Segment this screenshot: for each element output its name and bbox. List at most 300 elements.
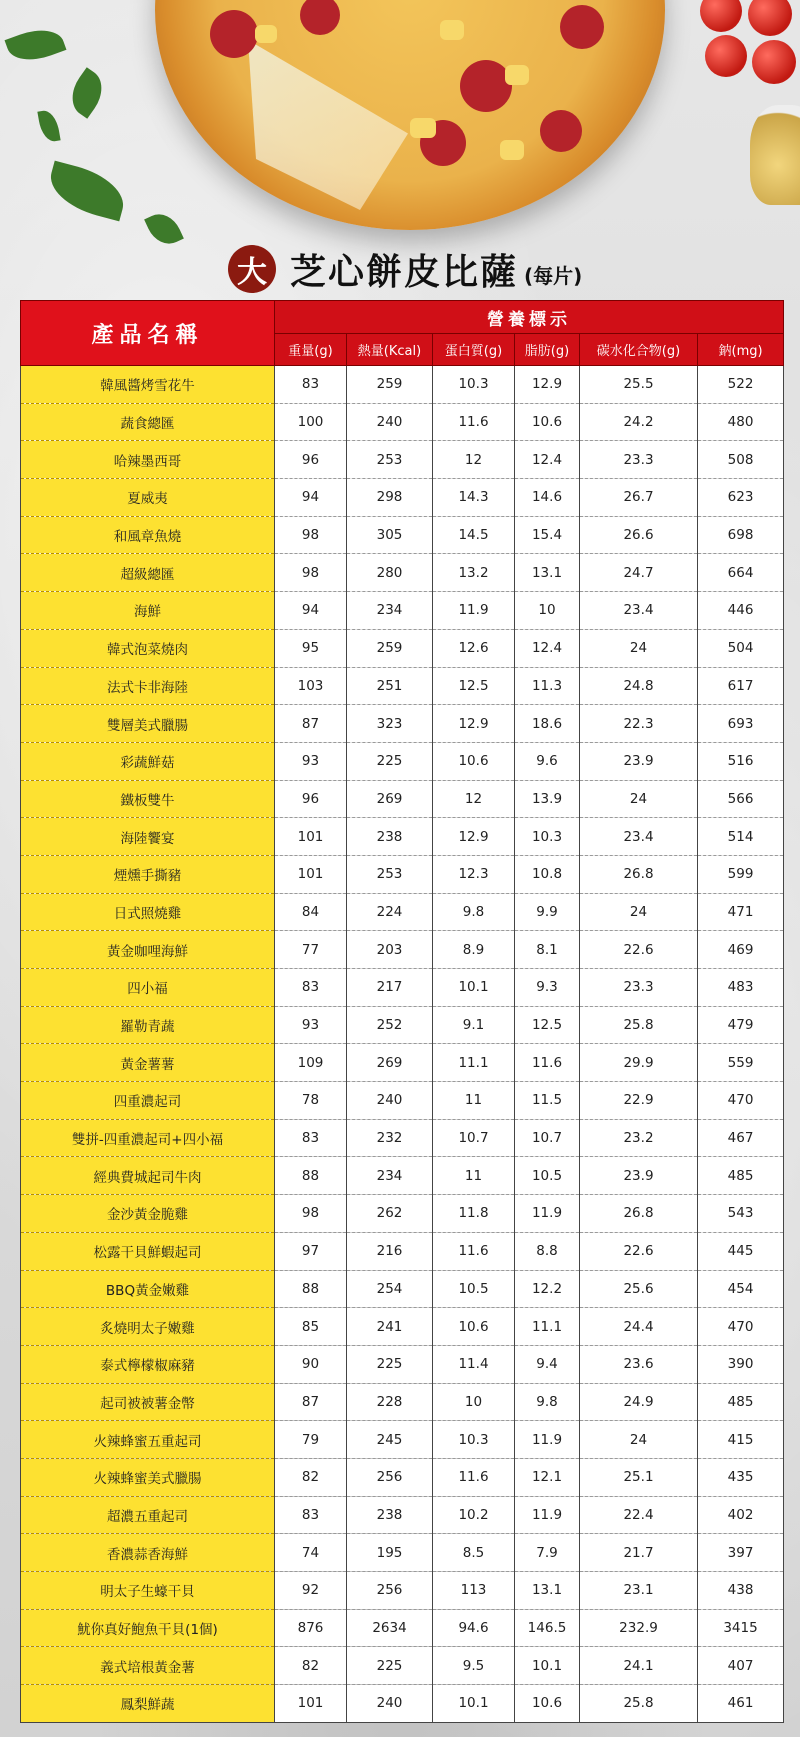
weight-cell: 98 — [275, 1195, 347, 1233]
product-name-cell: 黃金薯薯 — [21, 1044, 275, 1082]
table-row — [21, 403, 784, 441]
carbs-cell: 24.4 — [580, 1308, 698, 1346]
calories-cell: 254 — [347, 1270, 433, 1308]
weight-cell: 83 — [275, 1496, 347, 1534]
table-row — [21, 592, 784, 630]
protein-cell: 10.5 — [433, 1270, 515, 1308]
table-row — [21, 1609, 784, 1647]
carbs-cell: 24.2 — [580, 403, 698, 441]
weight-cell: 84 — [275, 893, 347, 931]
table-row — [21, 366, 784, 404]
table-row — [21, 1421, 784, 1459]
nutrition-table — [20, 300, 784, 1723]
sodium-cell: 470 — [698, 1082, 784, 1120]
basil-leaf-icon — [5, 21, 67, 68]
carbs-cell: 23.4 — [580, 818, 698, 856]
sodium-cell: 483 — [698, 969, 784, 1007]
calories-cell: 305 — [347, 516, 433, 554]
pepperoni-topping — [560, 5, 604, 49]
product-name-cell: 炙燒明太子嫩雞 — [21, 1308, 275, 1346]
table-row — [21, 1458, 784, 1496]
weight-cell: 103 — [275, 667, 347, 705]
weight-cell: 87 — [275, 705, 347, 743]
protein-cell: 113 — [433, 1572, 515, 1610]
fat-cell: 18.6 — [515, 705, 580, 743]
table-row — [21, 1308, 784, 1346]
calories-cell: 217 — [347, 969, 433, 1007]
weight-cell: 93 — [275, 742, 347, 780]
table-row — [21, 1647, 784, 1685]
column-header-sodium: 鈉(mg) — [698, 334, 784, 366]
table-row — [21, 1232, 784, 1270]
column-header-calories: 熱量(Kcal) — [347, 334, 433, 366]
product-name-cell: 煙燻手撕豬 — [21, 855, 275, 893]
product-name-cell: 明太子生蠔干貝 — [21, 1572, 275, 1610]
table-row — [21, 1119, 784, 1157]
fat-cell: 10.3 — [515, 818, 580, 856]
fat-cell: 10 — [515, 592, 580, 630]
weight-cell: 85 — [275, 1308, 347, 1346]
fat-cell: 10.7 — [515, 1119, 580, 1157]
fat-cell: 14.6 — [515, 479, 580, 517]
fat-cell: 13.9 — [515, 780, 580, 818]
weight-cell: 101 — [275, 818, 347, 856]
table-row — [21, 855, 784, 893]
protein-cell: 11.1 — [433, 1044, 515, 1082]
fat-cell: 11.6 — [515, 1044, 580, 1082]
protein-cell: 12.9 — [433, 818, 515, 856]
protein-cell: 10.2 — [433, 1496, 515, 1534]
fat-cell: 10.8 — [515, 855, 580, 893]
fat-cell: 13.1 — [515, 1572, 580, 1610]
fat-cell: 9.9 — [515, 893, 580, 931]
weight-cell: 95 — [275, 629, 347, 667]
product-name-cell: 日式照燒雞 — [21, 893, 275, 931]
product-name-cell: 羅勒青蔬 — [21, 1006, 275, 1044]
carbs-cell: 22.3 — [580, 705, 698, 743]
protein-cell: 11.9 — [433, 592, 515, 630]
product-name-cell: 魷你真好鮑魚干貝(1個) — [21, 1609, 275, 1647]
weight-cell: 77 — [275, 931, 347, 969]
fat-cell: 8.1 — [515, 931, 580, 969]
carbs-cell: 23.4 — [580, 592, 698, 630]
weight-cell: 101 — [275, 1685, 347, 1723]
product-name-cell: 鐵板雙牛 — [21, 780, 275, 818]
carbs-cell: 26.7 — [580, 479, 698, 517]
table-row — [21, 516, 784, 554]
fat-cell: 15.4 — [515, 516, 580, 554]
product-name-cell: 超級總匯 — [21, 554, 275, 592]
carbs-cell: 24 — [580, 893, 698, 931]
table-row — [21, 1044, 784, 1082]
sodium-cell: 698 — [698, 516, 784, 554]
product-name-header: 產品名稱 — [21, 301, 275, 366]
table-row — [21, 1496, 784, 1534]
carbs-cell: 25.8 — [580, 1006, 698, 1044]
calories-cell: 298 — [347, 479, 433, 517]
fat-cell: 13.1 — [515, 554, 580, 592]
sodium-cell: 470 — [698, 1308, 784, 1346]
product-name-cell: 松露干貝鮮蝦起司 — [21, 1232, 275, 1270]
weight-cell: 88 — [275, 1157, 347, 1195]
weight-cell: 83 — [275, 1119, 347, 1157]
pineapple-topping — [255, 25, 277, 43]
sodium-cell: 559 — [698, 1044, 784, 1082]
carbs-cell: 22.6 — [580, 1232, 698, 1270]
weight-cell: 88 — [275, 1270, 347, 1308]
protein-cell: 10 — [433, 1383, 515, 1421]
weight-cell: 876 — [275, 1609, 347, 1647]
protein-cell: 13.2 — [433, 554, 515, 592]
carbs-cell: 22.4 — [580, 1496, 698, 1534]
calories-cell: 259 — [347, 366, 433, 404]
carbs-cell: 24.9 — [580, 1383, 698, 1421]
carbs-cell: 25.8 — [580, 1685, 698, 1723]
product-name-cell: 火辣蜂蜜美式臘腸 — [21, 1458, 275, 1496]
fat-cell: 10.1 — [515, 1647, 580, 1685]
product-name-cell: 香濃蒜香海鮮 — [21, 1534, 275, 1572]
calories-cell: 225 — [347, 742, 433, 780]
sodium-cell: 617 — [698, 667, 784, 705]
product-name-cell: 金沙黃金脆雞 — [21, 1195, 275, 1233]
protein-cell: 10.1 — [433, 969, 515, 1007]
sodium-cell: 516 — [698, 742, 784, 780]
sodium-cell: 480 — [698, 403, 784, 441]
sodium-cell: 471 — [698, 893, 784, 931]
weight-cell: 93 — [275, 1006, 347, 1044]
sodium-cell: 623 — [698, 479, 784, 517]
table-row — [21, 1157, 784, 1195]
calories-cell: 240 — [347, 1082, 433, 1120]
sodium-cell: 461 — [698, 1685, 784, 1723]
fat-cell: 10.6 — [515, 1685, 580, 1723]
fat-cell: 12.5 — [515, 1006, 580, 1044]
table-row — [21, 1572, 784, 1610]
calories-cell: 238 — [347, 818, 433, 856]
protein-cell: 9.5 — [433, 1647, 515, 1685]
calories-cell: 252 — [347, 1006, 433, 1044]
product-name-cell: 海陸饗宴 — [21, 818, 275, 856]
calories-cell: 269 — [347, 1044, 433, 1082]
calories-cell: 256 — [347, 1458, 433, 1496]
column-header-weight: 重量(g) — [275, 334, 347, 366]
protein-cell: 12 — [433, 441, 515, 479]
calories-cell: 228 — [347, 1383, 433, 1421]
protein-cell: 11 — [433, 1082, 515, 1120]
protein-cell: 11 — [433, 1157, 515, 1195]
sodium-cell: 445 — [698, 1232, 784, 1270]
carbs-cell: 22.9 — [580, 1082, 698, 1120]
calories-cell: 259 — [347, 629, 433, 667]
fat-cell: 11.5 — [515, 1082, 580, 1120]
product-name-cell: 和風章魚燒 — [21, 516, 275, 554]
carbs-cell: 23.3 — [580, 969, 698, 1007]
carbs-cell: 26.8 — [580, 855, 698, 893]
fat-cell: 12.2 — [515, 1270, 580, 1308]
table-row — [21, 705, 784, 743]
protein-cell: 11.6 — [433, 1458, 515, 1496]
weight-cell: 74 — [275, 1534, 347, 1572]
carbs-cell: 24.7 — [580, 554, 698, 592]
product-name-cell: 鳳梨鮮蔬 — [21, 1685, 275, 1723]
weight-cell: 96 — [275, 780, 347, 818]
table-row — [21, 1345, 784, 1383]
calories-cell: 251 — [347, 667, 433, 705]
table-row — [21, 1006, 784, 1044]
sodium-cell: 397 — [698, 1534, 784, 1572]
product-name-cell: 法式卡非海陸 — [21, 667, 275, 705]
weight-cell: 78 — [275, 1082, 347, 1120]
sodium-cell: 446 — [698, 592, 784, 630]
protein-cell: 9.8 — [433, 893, 515, 931]
product-name-cell: 火辣蜂蜜五重起司 — [21, 1421, 275, 1459]
product-name-cell: 韓式泡菜燒肉 — [21, 629, 275, 667]
fat-cell: 9.8 — [515, 1383, 580, 1421]
weight-cell: 82 — [275, 1458, 347, 1496]
carbs-cell: 23.3 — [580, 441, 698, 479]
carbs-cell: 23.1 — [580, 1572, 698, 1610]
sodium-cell: 566 — [698, 780, 784, 818]
fat-cell: 146.5 — [515, 1609, 580, 1647]
sodium-cell: 599 — [698, 855, 784, 893]
table-row — [21, 893, 784, 931]
product-name-cell: 哈辣墨西哥 — [21, 441, 275, 479]
weight-cell: 101 — [275, 855, 347, 893]
pineapple-topping — [500, 140, 524, 160]
column-header-carbs: 碳水化合物(g) — [580, 334, 698, 366]
tomato-icon — [700, 0, 742, 32]
carbs-cell: 26.6 — [580, 516, 698, 554]
carbs-cell: 26.8 — [580, 1195, 698, 1233]
sodium-cell: 415 — [698, 1421, 784, 1459]
carbs-cell: 25.6 — [580, 1270, 698, 1308]
fat-cell: 12.4 — [515, 629, 580, 667]
basil-leaf-icon — [44, 161, 130, 222]
calories-cell: 241 — [347, 1308, 433, 1346]
product-name-cell: BBQ黃金嫩雞 — [21, 1270, 275, 1308]
calories-cell: 245 — [347, 1421, 433, 1459]
sodium-cell: 407 — [698, 1647, 784, 1685]
sodium-cell: 522 — [698, 366, 784, 404]
fat-cell: 11.9 — [515, 1496, 580, 1534]
table-row — [21, 818, 784, 856]
product-name-cell: 義式培根黃金薯 — [21, 1647, 275, 1685]
sodium-cell: 3415 — [698, 1609, 784, 1647]
calories-cell: 269 — [347, 780, 433, 818]
table-row — [21, 1195, 784, 1233]
calories-cell: 262 — [347, 1195, 433, 1233]
calories-cell: 203 — [347, 931, 433, 969]
protein-cell: 9.1 — [433, 1006, 515, 1044]
product-name-cell: 韓風醬烤雪花牛 — [21, 366, 275, 404]
protein-cell: 10.3 — [433, 1421, 515, 1459]
weight-cell: 98 — [275, 554, 347, 592]
protein-cell: 12.5 — [433, 667, 515, 705]
carbs-cell: 25.5 — [580, 366, 698, 404]
pepperoni-topping — [460, 60, 512, 112]
calories-cell: 253 — [347, 441, 433, 479]
sodium-cell: 485 — [698, 1157, 784, 1195]
table-row — [21, 441, 784, 479]
title-main: 芝心餅皮比薩 — [290, 251, 519, 293]
weight-cell: 90 — [275, 1345, 347, 1383]
weight-cell: 109 — [275, 1044, 347, 1082]
carbs-cell: 24 — [580, 780, 698, 818]
product-name-cell: 海鮮 — [21, 592, 275, 630]
column-header-protein: 蛋白質(g) — [433, 334, 515, 366]
page-title — [228, 244, 582, 294]
column-header-fat: 脂肪(g) — [515, 334, 580, 366]
weight-cell: 100 — [275, 403, 347, 441]
carbs-cell: 23.2 — [580, 1119, 698, 1157]
calories-cell: 280 — [347, 554, 433, 592]
protein-cell: 12.3 — [433, 855, 515, 893]
calories-cell: 232 — [347, 1119, 433, 1157]
sodium-cell: 402 — [698, 1496, 784, 1534]
sodium-cell: 485 — [698, 1383, 784, 1421]
sodium-cell: 469 — [698, 931, 784, 969]
fat-cell: 11.9 — [515, 1421, 580, 1459]
olive-oil-image — [750, 105, 800, 205]
fat-cell: 12.1 — [515, 1458, 580, 1496]
product-name-cell: 泰式檸檬椒麻豬 — [21, 1345, 275, 1383]
table-row — [21, 1534, 784, 1572]
fat-cell: 10.5 — [515, 1157, 580, 1195]
pepperoni-topping — [540, 110, 582, 152]
protein-cell: 10.6 — [433, 742, 515, 780]
calories-cell: 225 — [347, 1345, 433, 1383]
calories-cell: 256 — [347, 1572, 433, 1610]
sodium-cell: 693 — [698, 705, 784, 743]
weight-cell: 83 — [275, 366, 347, 404]
sodium-cell: 454 — [698, 1270, 784, 1308]
fat-cell: 11.9 — [515, 1195, 580, 1233]
table-row — [21, 969, 784, 1007]
weight-cell: 82 — [275, 1647, 347, 1685]
product-name-cell: 四重濃起司 — [21, 1082, 275, 1120]
sodium-cell: 435 — [698, 1458, 784, 1496]
calories-cell: 234 — [347, 592, 433, 630]
carbs-cell: 24.1 — [580, 1647, 698, 1685]
tomato-icon — [752, 40, 796, 84]
protein-cell: 94.6 — [433, 1609, 515, 1647]
pineapple-topping — [440, 20, 464, 40]
table-row — [21, 1082, 784, 1120]
weight-cell: 96 — [275, 441, 347, 479]
weight-cell: 92 — [275, 1572, 347, 1610]
protein-cell: 12.6 — [433, 629, 515, 667]
carbs-cell: 22.6 — [580, 931, 698, 969]
carbs-cell: 23.9 — [580, 742, 698, 780]
product-name-cell: 雙層美式臘腸 — [21, 705, 275, 743]
table-row — [21, 742, 784, 780]
protein-cell: 12.9 — [433, 705, 515, 743]
carbs-cell: 24.8 — [580, 667, 698, 705]
fat-cell: 12.9 — [515, 366, 580, 404]
tomato-icon — [705, 35, 747, 77]
pepperoni-topping — [210, 10, 258, 58]
product-name-cell: 雙拼-四重濃起司+四小福 — [21, 1119, 275, 1157]
product-name-cell: 經典費城起司牛肉 — [21, 1157, 275, 1195]
basil-leaf-icon — [37, 109, 60, 144]
calories-cell: 240 — [347, 403, 433, 441]
product-name-cell: 起司被被薯金幣 — [21, 1383, 275, 1421]
sodium-cell: 508 — [698, 441, 784, 479]
fat-cell: 10.6 — [515, 403, 580, 441]
table-row — [21, 629, 784, 667]
calories-cell: 234 — [347, 1157, 433, 1195]
weight-cell: 94 — [275, 592, 347, 630]
protein-cell: 14.3 — [433, 479, 515, 517]
product-name-cell: 蔬食總匯 — [21, 403, 275, 441]
weight-cell: 83 — [275, 969, 347, 1007]
table-row — [21, 479, 784, 517]
sodium-cell: 438 — [698, 1572, 784, 1610]
fat-cell: 12.4 — [515, 441, 580, 479]
basil-leaf-icon — [63, 67, 112, 119]
fat-cell: 8.8 — [515, 1232, 580, 1270]
protein-cell: 8.9 — [433, 931, 515, 969]
table-row — [21, 1383, 784, 1421]
sodium-cell: 514 — [698, 818, 784, 856]
weight-cell: 98 — [275, 516, 347, 554]
product-name-cell: 四小福 — [21, 969, 275, 1007]
protein-cell: 11.8 — [433, 1195, 515, 1233]
sodium-cell: 479 — [698, 1006, 784, 1044]
table-row — [21, 780, 784, 818]
weight-cell: 87 — [275, 1383, 347, 1421]
pineapple-topping — [410, 118, 436, 138]
carbs-cell: 29.9 — [580, 1044, 698, 1082]
table-row — [21, 931, 784, 969]
protein-cell: 10.3 — [433, 366, 515, 404]
protein-cell: 12 — [433, 780, 515, 818]
sodium-cell: 467 — [698, 1119, 784, 1157]
protein-cell: 11.6 — [433, 1232, 515, 1270]
weight-cell: 94 — [275, 479, 347, 517]
fat-cell: 9.6 — [515, 742, 580, 780]
product-name-cell: 彩蔬鮮菇 — [21, 742, 275, 780]
protein-cell: 11.6 — [433, 403, 515, 441]
product-name-cell: 超濃五重起司 — [21, 1496, 275, 1534]
carbs-cell: 21.7 — [580, 1534, 698, 1572]
sodium-cell: 543 — [698, 1195, 784, 1233]
calories-cell: 323 — [347, 705, 433, 743]
calories-cell: 2634 — [347, 1609, 433, 1647]
size-badge: 大 — [228, 245, 276, 293]
table-row — [21, 1685, 784, 1723]
fat-cell: 9.3 — [515, 969, 580, 1007]
sodium-cell: 504 — [698, 629, 784, 667]
protein-cell: 11.4 — [433, 1345, 515, 1383]
fat-cell: 7.9 — [515, 1534, 580, 1572]
pineapple-topping — [505, 65, 529, 85]
table-row — [21, 667, 784, 705]
calories-cell: 238 — [347, 1496, 433, 1534]
calories-cell: 195 — [347, 1534, 433, 1572]
calories-cell: 225 — [347, 1647, 433, 1685]
sodium-cell: 664 — [698, 554, 784, 592]
product-name-cell: 夏威夷 — [21, 479, 275, 517]
weight-cell: 79 — [275, 1421, 347, 1459]
carbs-cell: 232.9 — [580, 1609, 698, 1647]
protein-cell: 10.1 — [433, 1685, 515, 1723]
fat-cell: 11.3 — [515, 667, 580, 705]
basil-leaf-icon — [144, 208, 184, 251]
nutrition-header: 營養標示 — [275, 301, 784, 334]
protein-cell: 14.5 — [433, 516, 515, 554]
protein-cell: 8.5 — [433, 1534, 515, 1572]
